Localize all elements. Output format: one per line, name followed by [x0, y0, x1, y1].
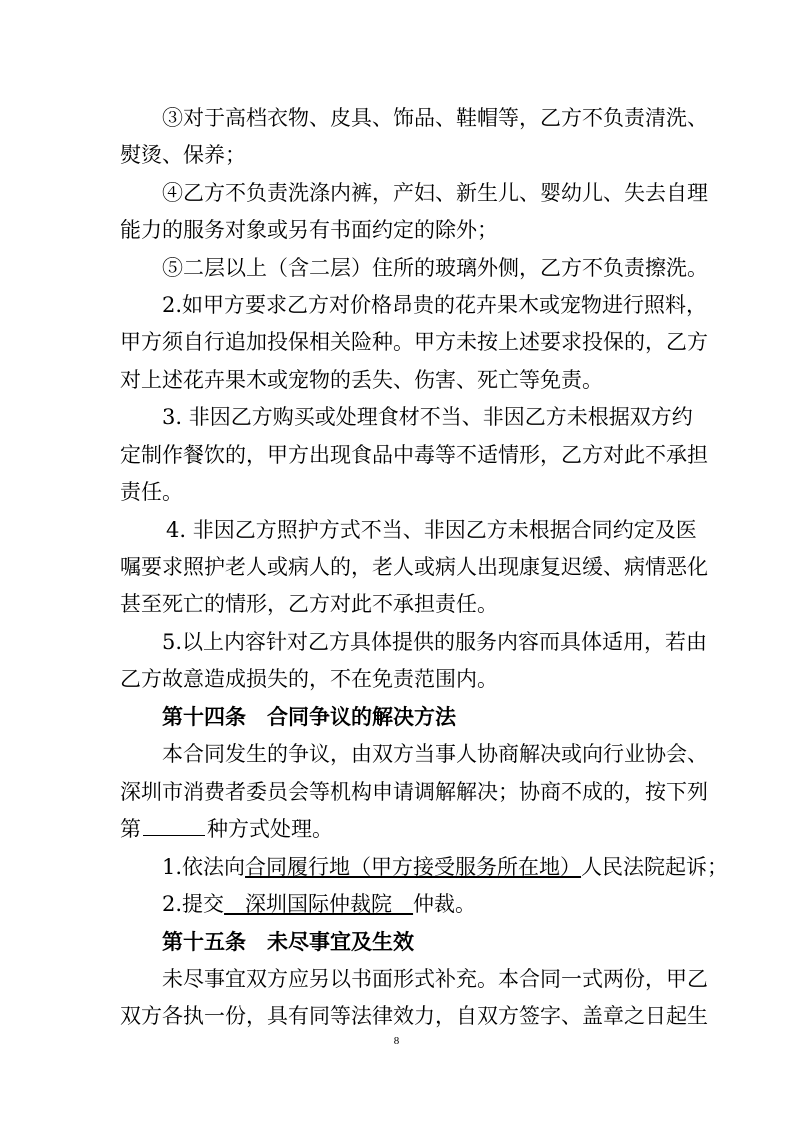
- article-15-text-cont: 双方各执一份，具有同等法律效力，自双方签字、盖章之日起生: [120, 1004, 708, 1028]
- paragraph-5-cont: 乙方故意造成损失的，不在免责范围内。: [120, 667, 498, 691]
- clause-item-3: ③对于高档衣物、皮具、饰品、鞋帽等，乙方不负责清洗、: [162, 106, 708, 130]
- dispute-method-prefix: 第: [120, 817, 141, 841]
- clause-item-5: ⑤二层以上（含二层）住所的玻璃外侧，乙方不负责擦洗。: [162, 256, 708, 280]
- option-1-suffix: 人民法院起诉；: [581, 855, 729, 879]
- article-15-text: 未尽事宜双方应另以书面形式补充。本合同一式两份，甲乙: [162, 967, 708, 991]
- paragraph-2-cont-1: 甲方须自行追加投保相关险种。甲方未按上述要求投保的，乙方: [120, 330, 708, 354]
- paragraph-4-cont-1: 嘱要求照护老人或病人的，老人或病人出现康复迟缓、病情恶化: [120, 555, 708, 579]
- dispute-method-suffix: 种方式处理。: [207, 817, 333, 841]
- clause-item-3-cont: 熨烫、保养；: [120, 143, 246, 167]
- paragraph-2-cont-2: 对上述花卉果木或宠物的丢失、伤害、死亡等免责。: [120, 368, 603, 392]
- clause-item-4-cont: 能力的服务对象或另有书面约定的除外；: [120, 218, 498, 242]
- clause-item-4: ④乙方不负责洗涤内裤，产妇、新生儿、婴幼儿、失去自理: [162, 181, 708, 205]
- article-15-heading: 第十五条 未尽事宜及生效: [162, 929, 414, 954]
- option-2-suffix: 仲裁。: [413, 892, 477, 916]
- option-1-court: 合同履行地（甲方接受服务所在地）: [245, 855, 582, 879]
- paragraph-5: 5.以上内容针对乙方具体提供的服务内容而具体适用，若由: [162, 630, 708, 654]
- dispute-method-line: [120, 813, 680, 845]
- method-number-blank: [143, 815, 205, 836]
- option-2-prefix: 2.提交: [162, 892, 225, 916]
- article-14-text-cont: 深圳市消费者委员会等机构申请调解解决；协商不成的，按下列: [120, 780, 708, 804]
- paragraph-3-cont-1: 定制作餐饮的，甲方出现食品中毒等不适情形，乙方对此不承担: [120, 443, 708, 467]
- article-14-heading: 第十四条 合同争议的解决方法: [162, 704, 456, 729]
- option-1-prefix: 1.依法向: [162, 855, 246, 879]
- option-2-institution: 深圳国际仲裁院: [224, 892, 414, 916]
- paragraph-4-cont-2: 甚至死亡的情形，乙方对此不承担责任。: [120, 592, 498, 616]
- page-number: 8: [393, 1035, 400, 1047]
- article-14-text: 本合同发生的争议，由双方当事人协商解决或向行业协会、: [162, 742, 708, 766]
- paragraph-3: 3. 非因乙方购买或处理食材不当、非因乙方未根据双方约: [162, 405, 693, 429]
- paragraph-3-cont-2: 责任。: [120, 480, 183, 504]
- paragraph-4: 4. 非因乙方照护方式不当、非因乙方未根据合同约定及医: [166, 518, 697, 542]
- option-1-litigation: [162, 851, 729, 883]
- option-2-arbitration: [162, 888, 722, 920]
- paragraph-2: 2.如甲方要求乙方对价格昂贵的花卉果木或宠物进行照料，: [162, 293, 708, 317]
